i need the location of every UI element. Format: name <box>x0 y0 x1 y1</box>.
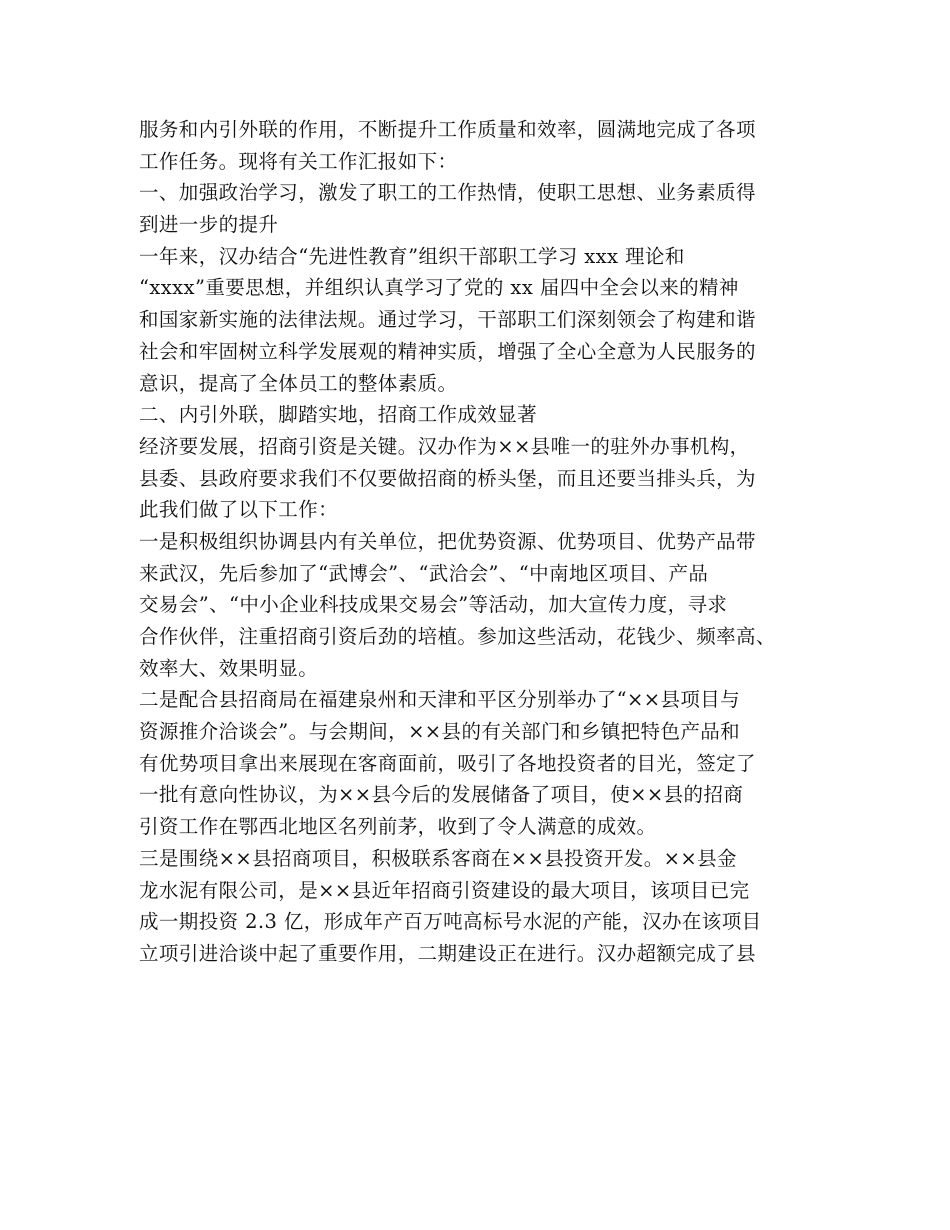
text-line: 效率大、效果明显。 <box>139 656 319 680</box>
text-line: “xxxx”重要思想，并组织认真学习了党的 xx 届四中全会以来的精神 <box>139 276 739 300</box>
document-body <box>139 114 839 970</box>
text-line: 此我们做了以下工作： <box>139 498 339 522</box>
section-heading-line: 到进一步的提升 <box>139 213 279 237</box>
text-line: 成一期投资 2.3 亿，形成年产百万吨高标号水泥的产能，汉办在该项目 <box>139 910 762 934</box>
section-heading-line: 一、加强政治学习，激发了职工的工作热情，使职工思想、业务素质得 <box>139 181 756 205</box>
text-line: 三是围绕××县招商项目，积极联系客商在××县投资开发。××县金 <box>139 846 737 870</box>
text-line: 服务和内引外联的作用，不断提升工作质量和效率，圆满地完成了各项 <box>139 118 756 141</box>
text-line: 有优势项目拿出来展现在客商面前，吸引了各地投资者的目光，签定了 <box>139 751 756 775</box>
text-line: 引资工作在鄂西北地区名列前茅，收到了令人满意的成效。 <box>139 815 657 839</box>
text-line: 交易会”、“中小企业科技成果交易会”等活动，加大宣传力度，寻求 <box>139 593 728 617</box>
text-line: 一批有意向性协议，为××县今后的发展储备了项目，使××县的招商 <box>139 783 744 807</box>
text-line: 一是积极组织协调县内有关单位，把优势资源、优势项目、优势产品带 <box>139 529 756 553</box>
text-line: 二是配合县招商局在福建泉州和天津和平区分别举办了“××县项目与 <box>139 688 741 712</box>
text-line: 经济要发展，招商引资是关键。汉办作为××县唯一的驻外办事机构， <box>139 434 750 458</box>
text-line: 一年来，汉办结合“先进性教育”组织干部职工学习 xxx 理论和 <box>139 244 685 268</box>
text-line: 意识，提高了全体员工的整体素质。 <box>139 371 458 395</box>
text-line: 合作伙伴，注重招商引资后劲的培植。参加这些活动，花钱少、频率高、 <box>139 625 776 648</box>
text-line: 社会和牢固树立科学发展观的精神实质，增强了全心全意为人民服务的 <box>139 339 756 363</box>
text-line: 立项引进洽谈中起了重要作用，二期建设正在进行。汉办超额完成了县 <box>139 941 756 965</box>
text-line: 龙水泥有限公司，是××县近年招商引资建设的最大项目，该项目已完 <box>139 878 750 902</box>
text-line: 县委、县政府要求我们不仅要做招商的桥头堡，而且还要当排头兵，为 <box>139 466 756 490</box>
text-line: 工作任务。现将有关工作汇报如下： <box>139 149 458 173</box>
section-heading-line: 二、内引外联，脚踏实地，招商工作成效显著 <box>139 403 538 427</box>
text-line: 资源推介洽谈会”。与会期间，××县的有关部门和乡镇把特色产品和 <box>139 720 741 744</box>
text-line: 和国家新实施的法律法规。通过学习，干部职工们深刻领会了构建和谐 <box>139 308 756 332</box>
text-line: 来武汉，先后参加了“武博会”、“武洽会”、“中南地区项目、产品 <box>139 561 709 585</box>
